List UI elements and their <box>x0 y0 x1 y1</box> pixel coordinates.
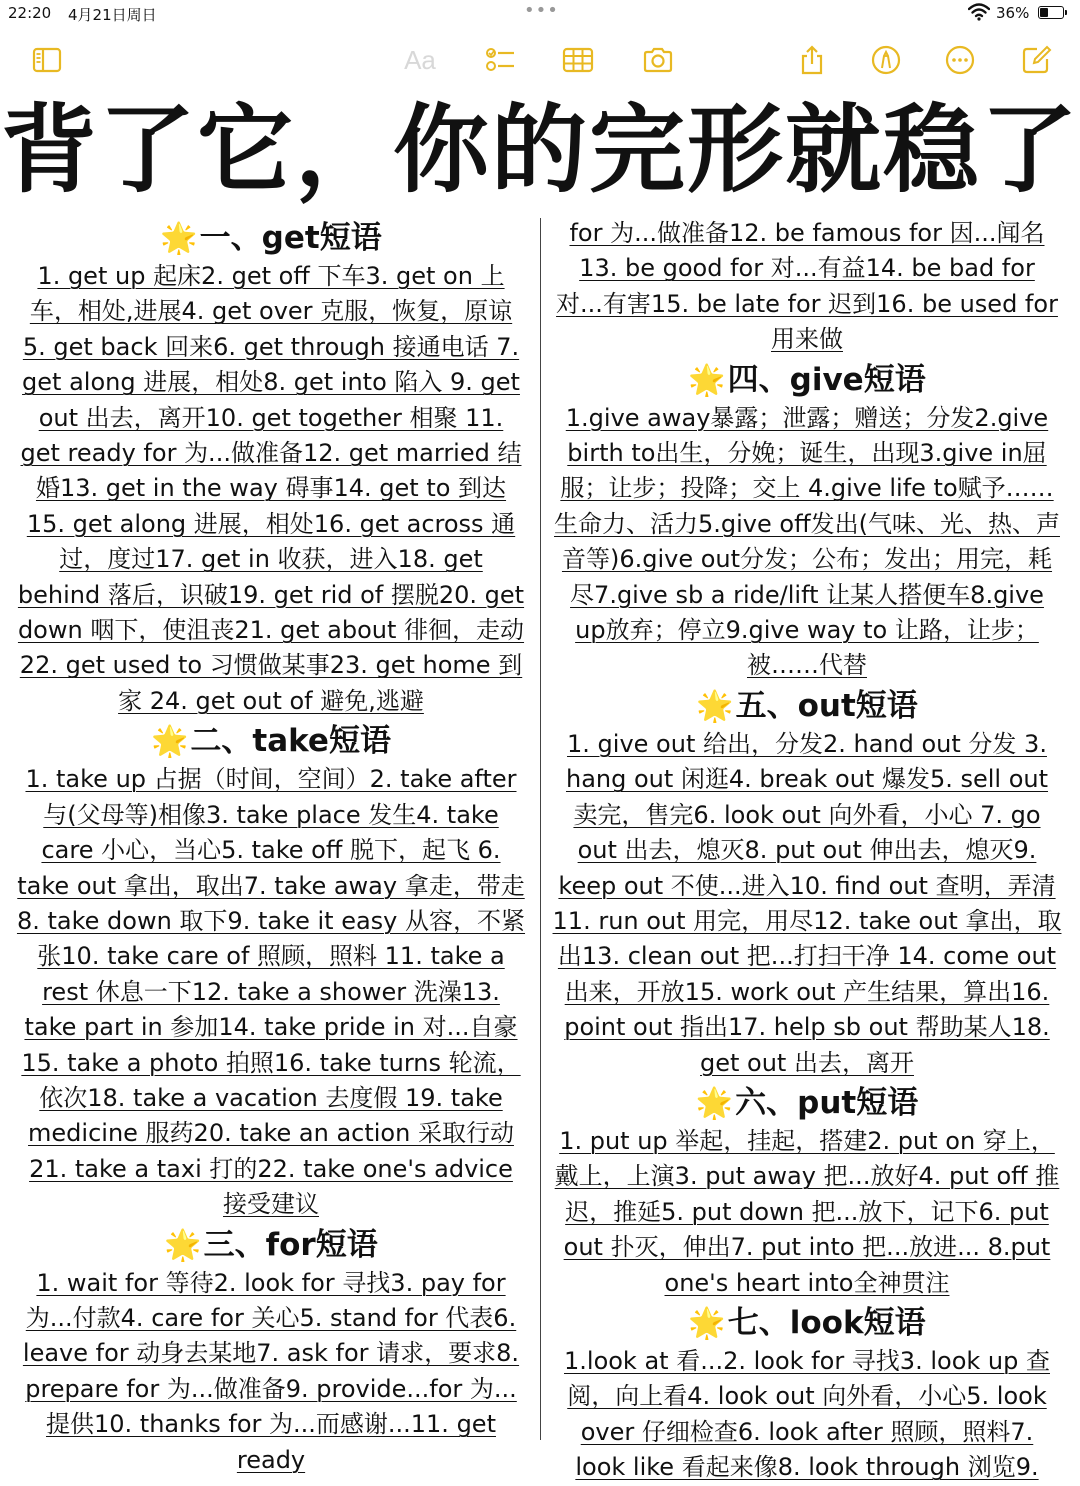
for-section-continued: for 为...做准备12. be famous for 因...闻名13. be good for 对...有益14. be bad for 对...有害15. be late for 迟到16. be used for 用来做 <box>556 219 1058 354</box>
camera-button[interactable] <box>638 40 678 80</box>
left-column[interactable] <box>16 216 526 1478</box>
share-button[interactable] <box>792 40 832 80</box>
section-take <box>16 721 526 1222</box>
section-body: 1. take up 占据（时间，空间）2. take after 与(父母等)相像3. take place 发生4. take care 小心，当心5. take off 脱下，起飞 6. take out 拿出，取出7. take away 拿走，带走8. take down 取下9. take it easy 从容，不紧张10. take care of 照顾，照料 11. take a rest 休息一下12. take a shower 洗澡13. take part in 参加14. take pride in 对...自豪15. take a photo 拍照16. take turns 轮流，依次18. take a vacation 去度假 19. take medicine 服药20. take an action 采取行动21. take a taxi 打的22. take one's advice 接受建议 <box>16 765 526 1219</box>
checklist-button[interactable] <box>480 40 520 80</box>
text-format-label: Aa <box>404 44 436 75</box>
notes-toolbar <box>0 40 1080 84</box>
more-button[interactable] <box>940 40 980 80</box>
section-give <box>552 360 1062 684</box>
section-title-text: 五、out短语 <box>735 687 918 724</box>
markup-icon <box>870 44 902 76</box>
status-date: 4月21日周日 <box>68 6 157 24</box>
battery-percentage: 36% <box>996 4 1030 22</box>
section-title <box>552 1303 1062 1344</box>
section-title-text: 四、give短语 <box>727 361 926 398</box>
section-body: 1. get up 起床2. get off 下车3. get on 上车，相处,进展4. get over 克服，恢复，原谅 5. get back 回来6. get through 接通电话 7. get along 进展，相处8. get into 陷入 9. get out 出去，离开10. get together 相聚 11. get ready for 为...做准备12. get married 结婚13. get in the way 碍事14. get to 到达 15. get along 进展，相处16. get across 通过，度过17. get in 收获，进入18. get behind 落后，识破19. get rid of 摆脱20. get down 咽下，使沮丧21. get about 徘徊，走动 22. get used to 习惯做某事23. get home 到家 24. get out of 避免,逃避 <box>17 262 525 715</box>
camera-icon <box>642 44 674 76</box>
star-icon: 🌟 <box>688 1305 726 1341</box>
section-put <box>552 1083 1062 1301</box>
star-icon: 🌟 <box>688 362 726 398</box>
section-title-text: 二、take短语 <box>190 723 391 760</box>
text-format-button[interactable] <box>400 40 440 80</box>
multitasking-dots[interactable]: ••• <box>524 0 559 21</box>
table-button[interactable] <box>558 40 598 80</box>
star-icon: 🌟 <box>696 688 734 724</box>
table-icon <box>562 44 594 76</box>
section-title <box>552 1083 1062 1124</box>
note-title[interactable]: 背了它，你的完形就稳了 <box>1 94 1079 206</box>
more-icon <box>944 44 976 76</box>
section-body: 1.look at 看...2. look for 寻找3. look up 查阅，向上看4. look out 向外看，小心5. look over 仔细检查6. look after 照顾，照料7. look like 看起来像8. look through 浏览9. <box>564 1346 1050 1482</box>
section-title <box>552 360 1062 401</box>
markup-button[interactable] <box>866 40 906 80</box>
star-icon: 🌟 <box>695 1085 734 1121</box>
checklist-icon <box>484 44 516 76</box>
section-title-text: 七、look短语 <box>727 1304 926 1341</box>
section-body: 1. wait for 等待2. look for 寻找3. pay for 为...付款4. care for 关心5. stand for 代表6. leave for 动身去某地7. ask for 请求，要求8. prepare for 为...做准备9. provide...for 为...提供10. thanks for 为...而感谢...11. get ready <box>22 1268 520 1474</box>
section-title-text: 一、get短语 <box>199 220 382 256</box>
section-out <box>552 686 1062 1081</box>
section-get <box>16 218 526 719</box>
section-title-text: 六、put短语 <box>735 1084 919 1121</box>
section-title <box>16 1225 526 1266</box>
section-title <box>16 721 526 762</box>
sidebar-toggle-button[interactable] <box>27 40 67 80</box>
section-body: 1. put up 举起，挂起，搭建2. put on 穿上，戴上，上演3. put away 把...放好4. put off 推迟，推延5. put down 把...放下，记下6. put out 扑灭，伸出7. put into 把...放进... 8.put one's heart into全神贯注 <box>554 1126 1060 1297</box>
section-title-text: 三、for短语 <box>203 1226 378 1263</box>
compose-icon <box>1020 44 1052 76</box>
wifi-icon <box>968 3 990 21</box>
section-title <box>552 686 1062 727</box>
status-bar <box>0 0 1080 28</box>
star-icon: 🌟 <box>164 1227 202 1263</box>
compose-button[interactable] <box>1016 40 1056 80</box>
section-title <box>16 218 526 259</box>
star-icon: 🌟 <box>151 724 189 760</box>
section-body: 1.give away暴露；泄露；赠送；分发2.give birth to出生，分娩；诞生，出现3.give in屈服；让步；投降；交上 4.give life to赋予……生命力、活力5.give off发出(气味、光、热、声音等)6.give out分发；公布；发出；用完，耗尽7.give sb a ride/lift 让某人搭便车8.give up放弃；停立9.give way to 让路，让步；被……代替 <box>554 403 1060 680</box>
section-body: 1. give out 给出，分发2. hand out 分发 3. hang out 闲逛4. break out 爆发5. sell out 卖完，售完6. look out 向外看，小心 7. go out 出去，熄灭8. put out 伸出去，熄灭9. keep out 不使...进入10. find out 查明，弄清11. run out 用完，用尽12. take out 拿出，取出13. clean out 把...打扫干净 14. come out 出来，开放15. work out 产生结果，算出16. point out 指出17. help sb out 帮助某人18. get out 出去，离开 <box>552 729 1062 1077</box>
star-icon: 🌟 <box>160 221 198 256</box>
section-look <box>552 1303 1062 1486</box>
right-column[interactable] <box>552 216 1062 1486</box>
sidebar-icon <box>31 44 63 76</box>
status-time: 22:20 <box>8 4 52 22</box>
column-divider <box>540 218 541 1440</box>
battery-icon <box>1038 6 1064 19</box>
share-icon <box>796 44 828 76</box>
